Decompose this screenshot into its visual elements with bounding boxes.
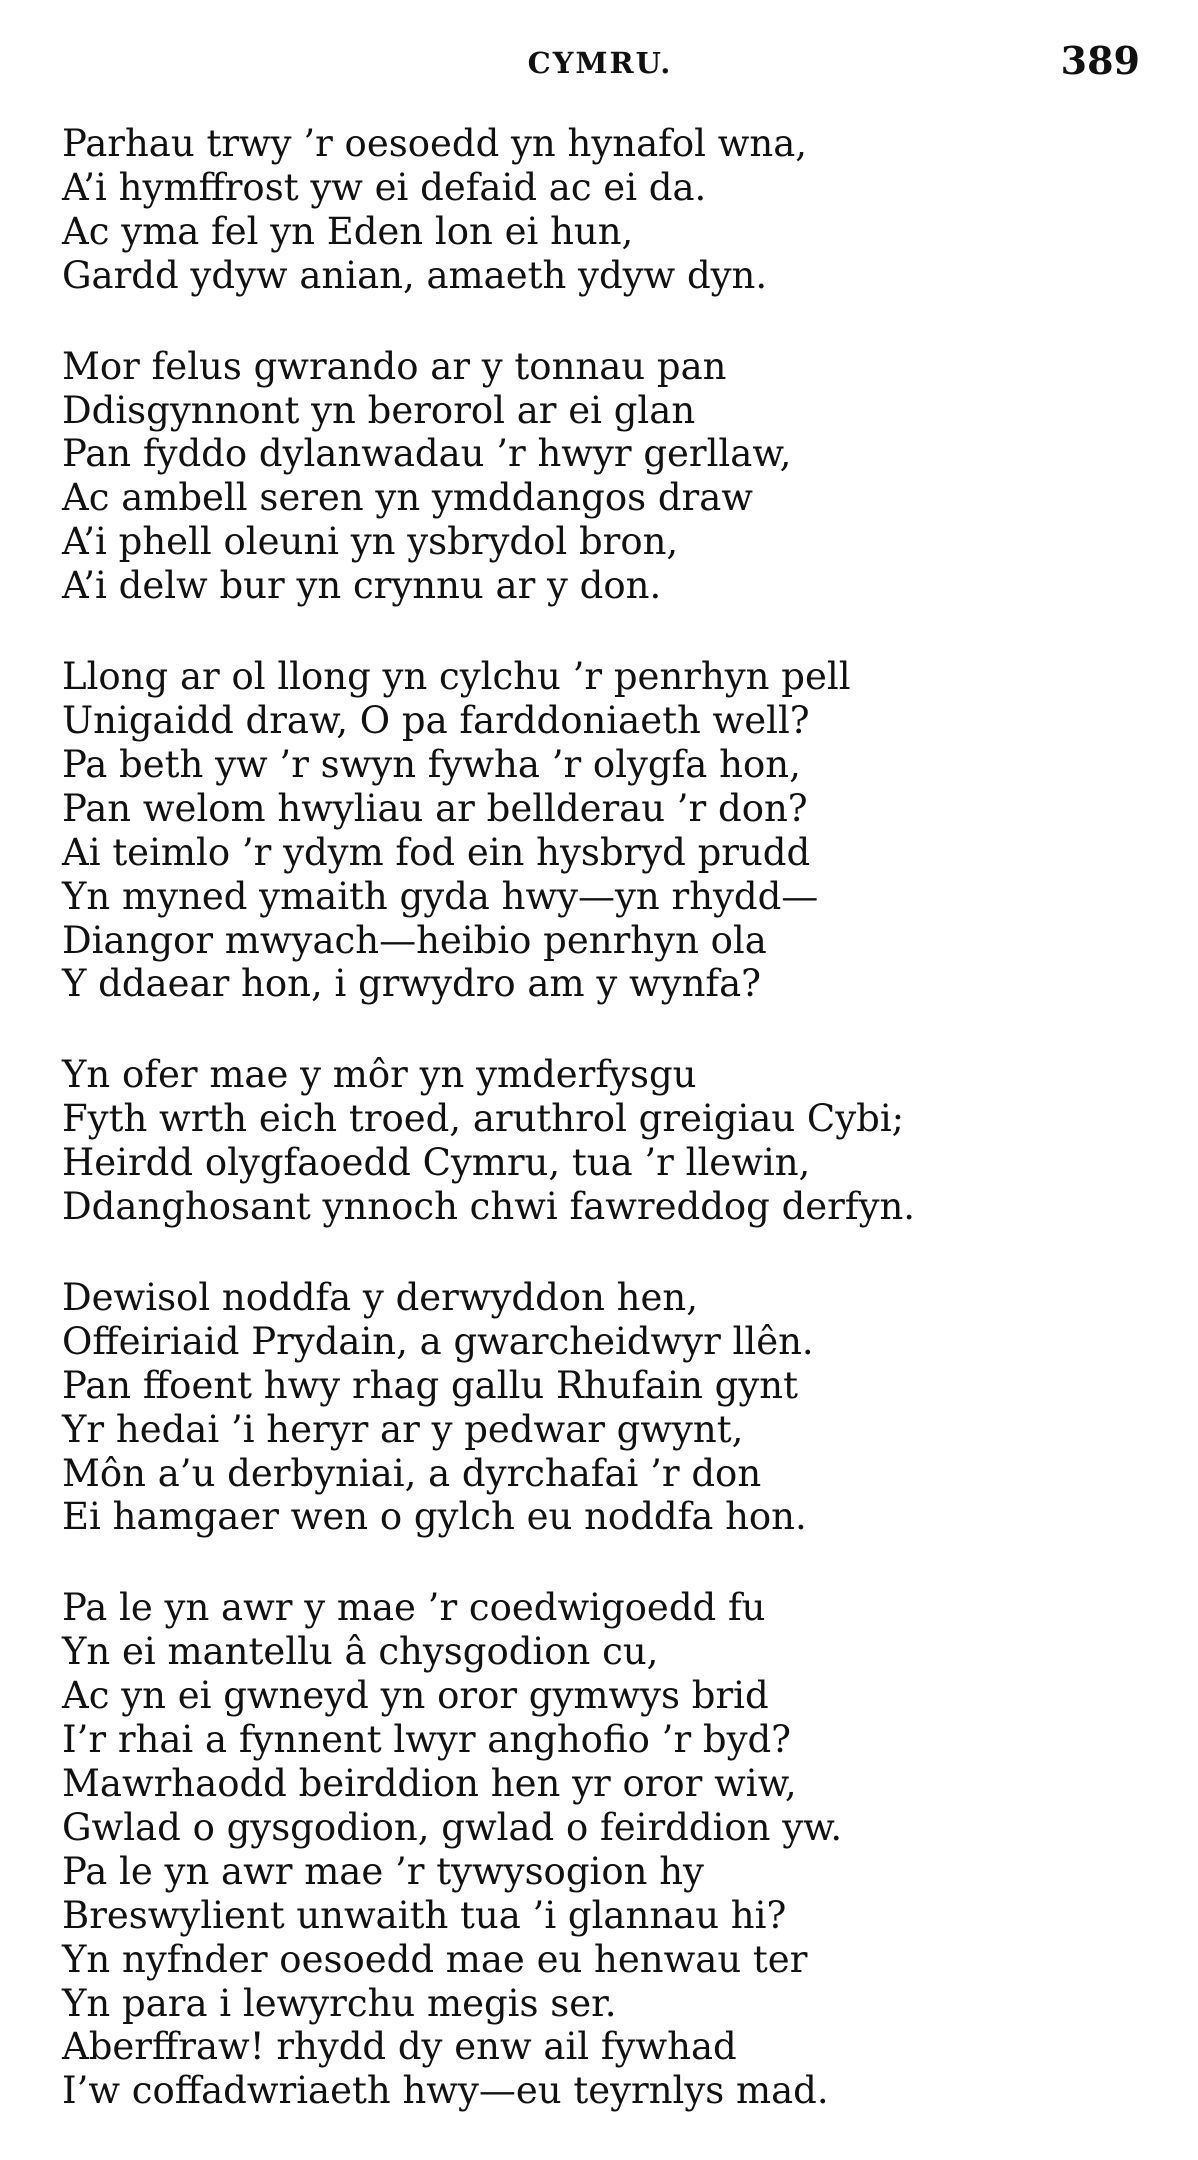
poem-line: Pan welom hwyliau ar bellderau ’r don?: [62, 786, 808, 830]
poem-line: Pa le yn awr y mae ’r coedwigoedd fu: [62, 1586, 766, 1630]
stanza: [62, 655, 1142, 1006]
poem-line: Breswylient unwaith tua ’i glannau hi?: [62, 1893, 787, 1937]
poem-line: Ai teimlo ’r ydym fod ein hysbryd prudd: [62, 830, 811, 874]
poem-line: Yn ofer mae y môr yn ymderfysgu: [62, 1053, 697, 1097]
poem-line: Ddisgynnont yn berorol ar ei glan: [62, 388, 696, 432]
poem-line: Yn myned ymaith gyda hwy—yn rhydd—: [62, 874, 819, 918]
poem-line: Ac ambell seren yn ymddangos draw: [62, 476, 753, 520]
stanza: [62, 1053, 1142, 1229]
poem-line: Yn nyfnder oesoedd mae eu henwau ter: [62, 1937, 808, 1981]
poem-line: Dewisol noddfa y derwyddon hen,: [62, 1275, 698, 1319]
stanza: [62, 345, 1142, 608]
poem-line: Offeiriaid Prydain, a gwarcheidwyr llên.: [62, 1319, 814, 1363]
poem-body: [62, 122, 1142, 2160]
poem-line: Llong ar ol llong yn cylchu ’r penrhyn pell: [62, 655, 851, 699]
poem-line: Ac yma fel yn Eden lon ei hun,: [62, 209, 634, 253]
poem-line: Diangor mwyach—heibio penrhyn ola: [62, 918, 767, 962]
poem-line: Pan fyddo dylanwadau ’r hwyr gerllaw,: [62, 432, 792, 476]
poem-line: A’i phell oleuni yn ysbrydol bron,: [62, 520, 679, 564]
stanza: [62, 1586, 1142, 2113]
poem-line: Yn ei mantellu â chysgodion cu,: [62, 1630, 659, 1674]
stanza: [62, 122, 1142, 298]
poem-line: Mor felus gwrando ar y tonnau pan: [62, 344, 727, 388]
stanza: [62, 1276, 1142, 1539]
poem-line: Yn para i lewyrchu megis ser.: [62, 1981, 617, 2025]
poem-line: Gwlad o gysgodion, gwlad o feirddion yw.: [62, 1805, 843, 1849]
poem-line: Parhau trwy ’r oesoedd yn hynafol wna,: [62, 122, 808, 165]
poem-line: I’w coffadwriaeth hwy—eu teyrnlys mad.: [62, 2069, 829, 2113]
poem-line: A’i hymffrost yw ei defaid ac ei da.: [62, 165, 707, 209]
running-head: [60, 38, 1140, 88]
poem-line: A’i delw bur yn crynnu ar y don.: [62, 564, 662, 608]
poem-line: Pa beth yw ’r swyn fywha ’r olygfa hon,: [62, 742, 801, 786]
poem-line: Mawrhaodd beirddion hen yr oror wiw,: [62, 1762, 797, 1805]
page-number: 389: [1060, 38, 1140, 83]
poem-line: Heirdd olygfaoedd Cymru, tua ’r llewin,: [62, 1141, 811, 1185]
running-title: CYMRU.: [527, 46, 673, 80]
poem-line: Gardd ydyw anian, amaeth ydyw dyn.: [62, 253, 768, 297]
poem-line: Ddanghosant ynnoch chwi fawreddog derfyn.: [62, 1185, 916, 1229]
poem-line: Pan ffoent hwy rhag gallu Rhufain gynt: [62, 1363, 798, 1407]
poem-line: Môn a’u derbyniai, a dyrchafai ’r don: [62, 1451, 762, 1495]
poem-line: Aberffraw! rhydd dy enw ail fywhad: [62, 2025, 737, 2069]
poem-line: Fyth wrth eich troed, aruthrol greigiau Cybi;: [62, 1097, 905, 1141]
poem-line: Y ddaear hon, i grwydro am y wynfa?: [62, 962, 761, 1006]
poem-line: Ei hamgaer wen o gylch eu noddfa hon.: [62, 1495, 807, 1539]
poem-line: I’r rhai a fynnent lwyr anghofio ’r byd?: [62, 1718, 791, 1762]
poem-line: Ac yn ei gwneyd yn oror gymwys brid: [62, 1674, 769, 1718]
poem-line: Unigaidd draw, O pa farddoniaeth well?: [62, 698, 810, 742]
poem-line: Yr hedai ’i heryr ar y pedwar gwynt,: [62, 1407, 744, 1451]
poem-line: Pa le yn awr mae ’r tywysogion hy: [62, 1849, 704, 1893]
